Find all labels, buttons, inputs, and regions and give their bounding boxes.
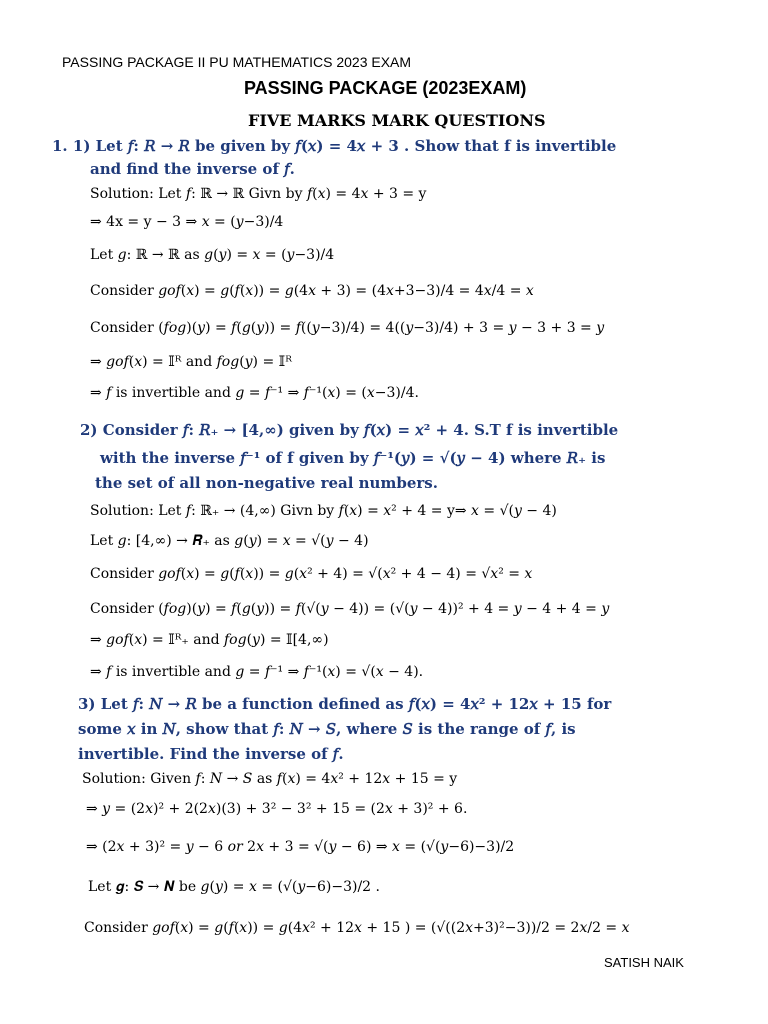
solution-3-line-1: Solution: Given 𝑓: 𝑁 → 𝑆 as 𝑓(𝑥) = 4𝑥² + 12𝑥 + 15 = y [82,771,458,787]
question-3-line-3: invertible. Find the inverse of 𝑓. [78,745,344,763]
solution-1-line-7: ⇒ 𝑓 is invertible and 𝑔 = 𝑓⁻¹ ⇒ 𝑓⁻¹(𝑥) = (𝑥−3)/4. [90,385,419,401]
question-2-line-3: the set of all non-negative real numbers. [95,474,438,492]
solution-1-line-3: Let 𝑔: ℝ → ℝ as 𝑔(𝑦) = 𝑥 = (𝑦−3)/4 [90,247,335,263]
solution-1-line-4: Consider 𝑔𝑜𝑓(𝑥) = 𝑔(𝑓(𝑥)) = 𝑔(4𝑥 + 3) = (4𝑥+3−3)/4 = 4𝑥/4 = 𝑥 [90,283,534,299]
solution-2-line-2: Let 𝑔: [4,∞) → 𝑹₊ as 𝑔(𝑦) = 𝑥 = √(𝑦 − 4) [90,533,369,549]
solution-2-line-6: ⇒ 𝑓 is invertible and 𝑔 = 𝑓⁻¹ ⇒ 𝑓⁻¹(𝑥) = √(𝑥 − 4). [90,664,424,680]
solution-2-line-5: ⇒ 𝑔𝑜𝑓(𝑥) = 𝕀ᴿ₊ and 𝑓𝑜𝑔(𝑦) = 𝕀[4,∞) [90,632,329,648]
solution-1-line-6: ⇒ 𝑔𝑜𝑓(𝑥) = 𝕀ᴿ and 𝑓𝑜𝑔(𝑦) = 𝕀ᴿ [90,354,292,370]
solution-1-line-5: Consider (𝑓𝑜𝑔)(𝑦) = 𝑓(𝑔(𝑦)) = 𝑓((𝑦−3)/4) = 4((𝑦−3)/4) + 3 = 𝑦 − 3 + 3 = 𝑦 [90,320,605,336]
solution-3-line-3: ⇒ (2𝑥 + 3)² = 𝑦 − 6 𝑜𝑟 2𝑥 + 3 = √(𝑦 − 6) ⇒ 𝑥 = (√(𝑦−6)−3)/2 [86,839,515,855]
solution-1-line-2: ⇒ 4x = y − 3 ⇒ 𝑥 = (𝑦−3)/4 [90,214,284,230]
solution-1-line-1: Solution: Let 𝑓: ℝ → ℝ Givn by 𝑓(𝑥) = 4𝑥 + 3 = y [90,186,427,202]
question-3-line-1: 3) Let 𝑓: 𝑁 → 𝑅 be a function defined as 𝑓(𝑥) = 4𝑥² + 12𝑥 + 15 for [78,695,612,713]
solution-3-line-2: ⇒ 𝑦 = (2𝑥)² + 2(2𝑥)(3) + 3² − 3² + 15 = (2𝑥 + 3)² + 6. [86,801,468,817]
section-title: FIVE MARKS MARK QUESTIONS [248,111,546,130]
question-2-line-2: with the inverse 𝑓⁻¹ of f given by 𝑓⁻¹(𝑦) = √(𝑦 − 4) where 𝑅₊ is [100,449,606,467]
main-title: PASSING PACKAGE (2023EXAM) [244,78,527,98]
solution-2-line-1: Solution: Let 𝑓: ℝ₊ → (4,∞) Givn by 𝑓(𝑥) = 𝑥² + 4 = y⇒ 𝑥 = √(𝑦 − 4) [90,503,557,519]
question-1-line-2: and find the inverse of 𝑓. [90,160,295,178]
question-1-line-1: 1. 1) Let 𝑓: 𝑅 → 𝑅 be given by 𝑓(𝑥) = 4𝑥 + 3 . Show that f is invertible [52,137,617,155]
author-footer: SATISH NAIK [604,955,684,970]
question-3-line-2: some 𝑥 in 𝑁, show that 𝑓: 𝑁 → 𝑆, where 𝑆 is the range of 𝑓, is [78,720,576,738]
solution-3-line-5: Consider 𝑔𝑜𝑓(𝑥) = 𝑔(𝑓(𝑥)) = 𝑔(4𝑥² + 12𝑥 + 15 ) = (√((2𝑥+3)²−3))/2 = 2𝑥/2 = 𝑥 [84,920,630,936]
solution-2-line-4: Consider (𝑓𝑜𝑔)(𝑦) = 𝑓(𝑔(𝑦)) = 𝑓(√(𝑦 − 4)) = (√(𝑦 − 4))² + 4 = 𝑦 − 4 + 4 = 𝑦 [90,601,610,617]
question-2-line-1: 2) Consider 𝑓: 𝑅₊ → [4,∞) given by 𝑓(𝑥) = 𝑥² + 4. S.T f is invertible [80,421,619,439]
solution-2-line-3: Consider 𝑔𝑜𝑓(𝑥) = 𝑔(𝑓(𝑥)) = 𝑔(𝑥² + 4) = √(𝑥² + 4 − 4) = √𝑥² = 𝑥 [90,566,533,582]
header-top-title: PASSING PACKAGE II PU MATHEMATICS 2023 EXAM [62,54,412,70]
solution-3-line-4: Let 𝒈: 𝑺 → 𝑵 be 𝑔(𝑦) = 𝑥 = (√(𝑦−6)−3)/2 . [88,879,380,895]
